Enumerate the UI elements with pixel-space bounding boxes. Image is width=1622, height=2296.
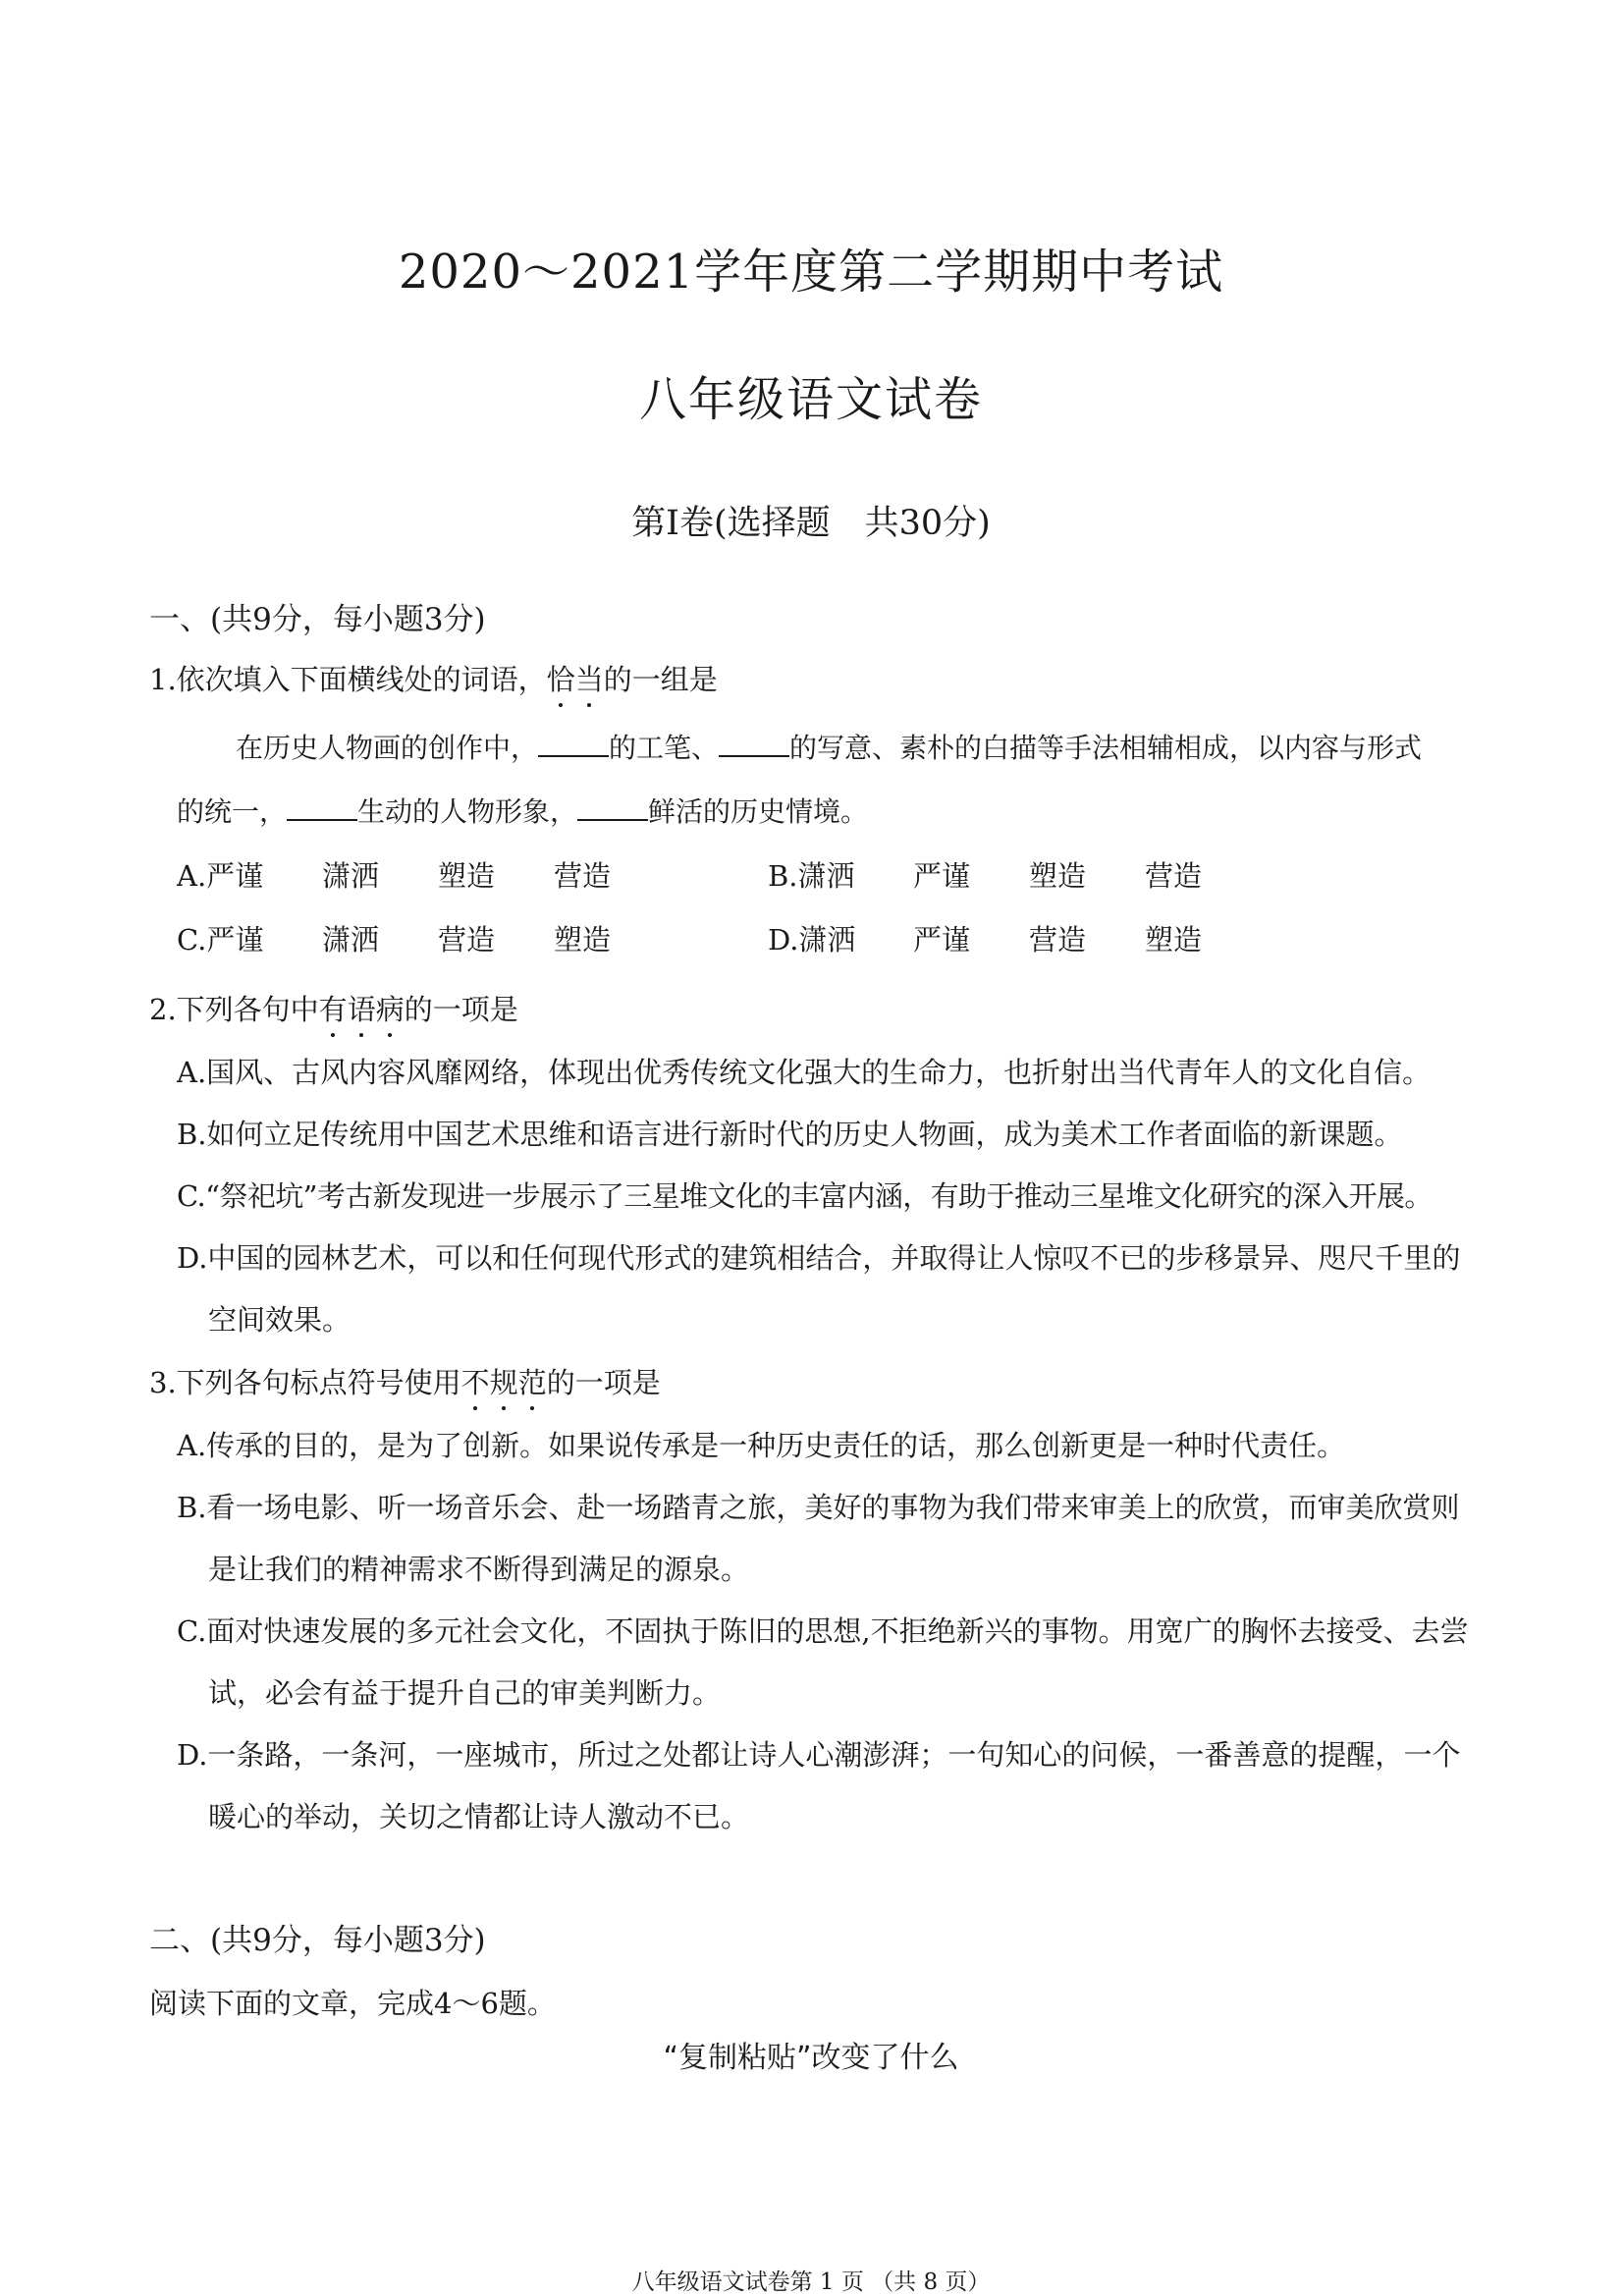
- q2-stem-emphasis: [319, 993, 405, 1026]
- q1-option-d-word-4: 塑造: [1145, 923, 1203, 957]
- q3-stem-emphasis: [461, 1366, 547, 1399]
- emphasis-char: 当: [575, 658, 604, 698]
- q1-option-c-word-3: 营造: [438, 923, 496, 957]
- q1-stem-prefix: 1.依次填入下面横线处的词语，: [149, 663, 547, 696]
- q1-option-d: D.潇洒: [768, 923, 856, 957]
- q3-option-c-line-2: 试，必会有益于提升自己的审美判断力。: [208, 1676, 722, 1710]
- q1-stem-emphasis: [547, 663, 604, 696]
- option-word: A.严谨: [177, 859, 264, 893]
- q3-option-b-line-1: B.看一场电影、听一场音乐会、赴一场踏青之旅，美好的事物为我们带来审美上的欣赏，而审美欣赏则: [177, 1491, 1460, 1524]
- emphasis-char: 恰: [547, 658, 575, 698]
- q1-option-c-word-2: 潇洒: [322, 923, 380, 957]
- article-title: “复制粘贴”改变了什么: [663, 2041, 959, 2075]
- q1-option-c-word-4: 塑造: [554, 923, 612, 957]
- section-2-instruction: 阅读下面的文章，完成4～6题。: [149, 1987, 556, 2020]
- blank-1: [538, 754, 609, 757]
- q1-option-d-word-3: 营造: [1029, 923, 1087, 957]
- q1-option-a-word-2: 潇洒: [322, 859, 380, 893]
- q1-passage-text: 的工笔、: [609, 732, 720, 764]
- emphasis-char: 不: [461, 1361, 490, 1401]
- q1-passage-text: 生动的人物形象，: [357, 795, 578, 828]
- blank-4: [577, 818, 648, 821]
- q2-option-d-line-1: D.中国的园林艺术，可以和任何现代形式的建筑相结合，并取得让人惊叹不已的步移景异、咫尺千里的: [177, 1241, 1461, 1275]
- question-3-stem: [149, 1361, 661, 1401]
- q2-option-c: C.“祭祀坑”考古新发现进一步展示了三星堆文化的丰富内涵，有助于推动三星堆文化研究的深入开展。: [177, 1179, 1433, 1213]
- q1-option-b-word-3: 塑造: [1029, 859, 1087, 893]
- exam-subtitle: 八年级语文试卷: [638, 372, 983, 427]
- blank-3: [287, 818, 357, 821]
- emphasis-char: 病: [376, 988, 405, 1028]
- q3-stem-suffix: 的一项是: [546, 1366, 661, 1399]
- blank-2: [719, 754, 789, 757]
- q1-passage-line-2: [177, 791, 868, 830]
- q2-option-b: B.如何立足传统用中国艺术思维和语言进行新时代的历史人物画，成为美术工作者面临的新课题。: [177, 1118, 1403, 1151]
- q1-stem-suffix: 的一组是: [603, 663, 718, 696]
- q1-option-b-word-4: 营造: [1145, 859, 1203, 893]
- section-2-heading: 二、(共9分，每小题3分): [149, 1923, 486, 1958]
- emphasis-char: 规: [490, 1361, 518, 1401]
- q2-stem-suffix: 的一项是: [404, 993, 518, 1026]
- q3-stem-prefix: 3.下列各句标点符号使用: [149, 1366, 461, 1399]
- emphasis-char: 语: [348, 988, 376, 1028]
- q1-passage-text: 的写意、素朴的白描等手法相辅相成，以内容与形式: [789, 732, 1423, 764]
- q3-option-d-line-2: 暖心的举动，关切之情都让诗人激动不已。: [208, 1800, 750, 1833]
- emphasis-char: 有: [319, 988, 348, 1028]
- emphasis-char: 范: [518, 1361, 547, 1401]
- volume-title: 第Ⅰ卷(选择题 共30分): [631, 504, 991, 543]
- q3-option-a: A.传承的目的，是为了创新。如果说传承是一种历史责任的话，那么创新更是一种时代责任。: [177, 1429, 1346, 1462]
- q1-option-a-word-3: 塑造: [438, 859, 496, 893]
- q2-stem-prefix: 2.下列各句中: [149, 993, 319, 1026]
- q2-option-a: A.国风、古风内容风靡网络，体现出优秀传统文化强大的生命力，也折射出当代青年人的文化自信。: [177, 1056, 1432, 1089]
- q1-option-b-word-2: 严谨: [913, 859, 971, 893]
- question-2-stem: [149, 988, 518, 1028]
- q1-passage-text: 鲜活的历史情境。: [648, 795, 869, 828]
- q1-option-b: B.潇洒: [768, 859, 855, 893]
- exam-title: 2020～2021学年度第二学期期中考试: [398, 245, 1224, 300]
- section-1-heading: 一、(共9分，每小题3分): [149, 602, 486, 637]
- q3-option-d-line-1: D.一条路，一条河，一座城市，所过之处都让诗人心潮澎湃；一句知心的问候，一番善意的提醒，一个: [177, 1738, 1461, 1772]
- q1-option-a: [177, 854, 263, 895]
- q1-option-c: C.严谨: [177, 923, 264, 957]
- q1-option-a-word-4: 营造: [554, 859, 612, 893]
- q3-option-c-line-1: C.面对快速发展的多元社会文化，不固执于陈旧的思想,不拒绝新兴的事物。用宽广的胸怀去接受、去尝: [177, 1614, 1469, 1648]
- q2-option-d-line-2: 空间效果。: [208, 1303, 351, 1337]
- q1-option-d-word-2: 严谨: [913, 923, 971, 957]
- question-1-stem: [149, 658, 718, 698]
- q1-passage-text: 在历史人物画的创作中，: [236, 732, 539, 764]
- q3-option-b-line-2: 是让我们的精神需求不断得到满足的源泉。: [208, 1553, 750, 1586]
- q1-passage-text: 的统一，: [177, 795, 288, 828]
- page-footer: 八年级语文试卷第 1 页 （共 8 页）: [631, 2269, 991, 2295]
- q1-passage-line-1: [236, 727, 1422, 766]
